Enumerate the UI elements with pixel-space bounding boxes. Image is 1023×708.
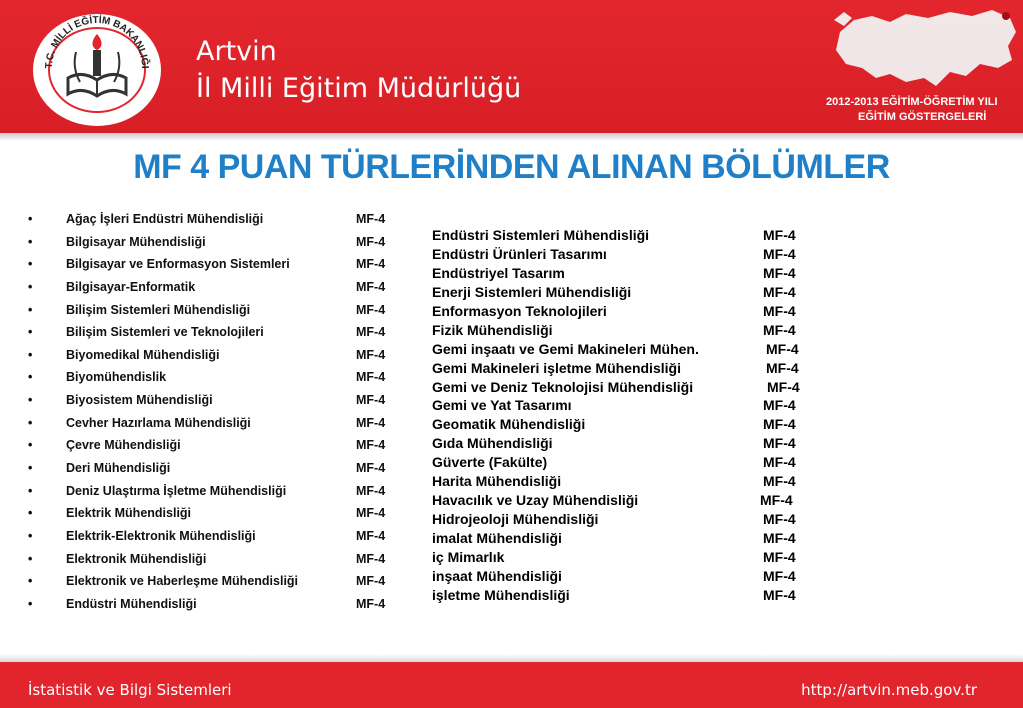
score-type: MF-4 bbox=[763, 302, 796, 319]
score-type: MF-4 bbox=[766, 340, 799, 357]
score-type: MF-4 bbox=[763, 473, 796, 490]
page-title: MF 4 PUAN TÜRLERİNDEN ALINAN BÖLÜMLER bbox=[133, 148, 890, 186]
department-name: Harita Mühendisliği bbox=[432, 473, 562, 490]
score-type: MF-4 bbox=[763, 548, 796, 565]
bullet-point: • bbox=[28, 551, 33, 566]
department-name: Bilgisayar Mühendisliği bbox=[66, 234, 206, 249]
department-name: Endüstri Sistemleri Mühendisliği bbox=[432, 227, 650, 243]
department-name: işletme Mühendisliği bbox=[432, 586, 570, 603]
bullet-point: • bbox=[28, 279, 33, 294]
ministry-logo bbox=[30, 8, 164, 128]
department-name: Biyomedikal Mühendisliği bbox=[66, 347, 220, 362]
score-type: MF-4 bbox=[763, 227, 796, 243]
bullet-point: • bbox=[28, 370, 33, 385]
department-name: Havacılık ve Uzay Mühendisliği bbox=[432, 492, 639, 509]
department-name: Elektronik Mühendisliği bbox=[66, 551, 207, 566]
bullet-point: • bbox=[28, 506, 33, 521]
department-name: Güverte (Fakülte) bbox=[432, 454, 548, 471]
header-title-city: Artvin bbox=[196, 36, 277, 67]
score-type: MF-4 bbox=[356, 415, 386, 430]
school-year-label: 2012-2013 EĞİTİM-ÖĞRETİM YILI bbox=[826, 96, 998, 108]
score-type: MF-4 bbox=[356, 483, 386, 498]
score-type: MF-4 bbox=[356, 257, 386, 272]
score-type: MF-4 bbox=[763, 586, 796, 603]
turkey-map-icon bbox=[832, 2, 1020, 92]
score-type: MF-4 bbox=[356, 574, 386, 589]
bullet-point: • bbox=[28, 415, 33, 430]
bullet-point: • bbox=[28, 234, 33, 249]
score-type: MF-4 bbox=[763, 321, 796, 338]
department-name: Elektrik Mühendisliği bbox=[66, 506, 192, 521]
score-type: MF-4 bbox=[356, 234, 386, 249]
footer-department-label: İstatistik ve Bilgi Sistemleri bbox=[28, 681, 232, 699]
bullet-point: • bbox=[28, 438, 33, 453]
bullet-point: • bbox=[28, 596, 33, 611]
score-type: MF-4 bbox=[763, 245, 796, 262]
bullet-point: • bbox=[28, 347, 33, 362]
department-name: Geomatik Mühendisliği bbox=[432, 416, 586, 433]
department-name: Bilişim Sistemleri ve Teknolojileri bbox=[66, 325, 264, 340]
department-name: Gemi ve Yat Tasarımı bbox=[432, 397, 572, 414]
department-name: Deniz Ulaştırma İşletme Mühendisliği bbox=[66, 483, 287, 498]
score-type: MF-4 bbox=[356, 212, 386, 226]
bullet-point: • bbox=[28, 483, 33, 498]
bullet-point: • bbox=[28, 461, 33, 476]
department-name: Endüstri Mühendisliği bbox=[66, 596, 197, 611]
score-type: MF-4 bbox=[763, 283, 796, 300]
department-name: Gıda Mühendisliği bbox=[432, 435, 553, 452]
bullet-point: • bbox=[28, 212, 33, 226]
department-name: Bilişim Sistemleri Mühendisliği bbox=[66, 302, 251, 317]
department-name: Fizik Mühendisliği bbox=[432, 321, 553, 338]
bullet-point: • bbox=[28, 257, 33, 272]
score-type: MF-4 bbox=[356, 370, 386, 385]
department-name: Cevher Hazırlama Mühendisliği bbox=[66, 415, 251, 430]
department-name: Gemi inşaatı ve Gemi Makineleri Mühen. bbox=[432, 340, 699, 357]
footer-shadow bbox=[0, 654, 1023, 662]
department-name: Bilgisayar ve Enformasyon Sistemleri bbox=[66, 257, 290, 272]
score-type: MF-4 bbox=[763, 397, 796, 414]
score-type: MF-4 bbox=[763, 264, 796, 281]
score-type: MF-4 bbox=[763, 435, 796, 452]
department-name: Deri Mühendisliği bbox=[66, 461, 171, 476]
department-name: Çevre Mühendisliği bbox=[66, 438, 181, 453]
header-shadow bbox=[0, 133, 1023, 141]
score-type: MF-4 bbox=[356, 325, 386, 340]
score-type: MF-4 bbox=[356, 528, 386, 543]
department-name: Gemi Makineleri işletme Mühendisliği bbox=[432, 359, 681, 376]
department-name: imalat Mühendisliği bbox=[432, 530, 562, 546]
score-type: MF-4 bbox=[356, 393, 386, 408]
score-type: MF-4 bbox=[356, 596, 386, 611]
bullet-point: • bbox=[28, 393, 33, 408]
score-type: MF-4 bbox=[766, 359, 799, 376]
bullet-point: • bbox=[28, 325, 33, 340]
department-name: Endüstriyel Tasarım bbox=[432, 264, 565, 281]
department-name: Ağaç İşleri Endüstri Mühendisliği bbox=[66, 212, 264, 226]
header-title-directorate: İl Milli Eğitim Müdürlüğü bbox=[196, 73, 522, 104]
department-name: inşaat Mühendisliği bbox=[432, 567, 562, 584]
department-name: Enerji Sistemleri Mühendisliği bbox=[432, 283, 632, 300]
bullet-point: • bbox=[28, 302, 33, 317]
bullet-point: • bbox=[28, 574, 33, 589]
score-type: MF-4 bbox=[356, 347, 386, 362]
score-type: MF-4 bbox=[356, 506, 386, 521]
score-type: MF-4 bbox=[760, 492, 793, 509]
department-name: Gemi ve Deniz Teknolojisi Mühendisliği bbox=[432, 378, 694, 395]
score-type: MF-4 bbox=[763, 511, 796, 528]
department-name: Hidrojeoloji Mühendisliği bbox=[432, 511, 599, 528]
department-name: Bilgisayar-Enformatik bbox=[66, 279, 196, 294]
department-name: Endüstri Ürünleri Tasarımı bbox=[432, 245, 607, 262]
score-type: MF-4 bbox=[356, 438, 386, 453]
score-type: MF-4 bbox=[763, 567, 796, 584]
score-type: MF-4 bbox=[763, 454, 796, 471]
department-name: Biyosistem Mühendisliği bbox=[66, 393, 213, 408]
footer-website-link[interactable]: http://artvin.meb.gov.tr bbox=[801, 681, 977, 699]
department-name: iç Mimarlık bbox=[432, 548, 505, 565]
score-type: MF-4 bbox=[767, 378, 800, 395]
score-type: MF-4 bbox=[356, 551, 386, 566]
department-name: Enformasyon Teknolojileri bbox=[432, 302, 607, 319]
score-type: MF-4 bbox=[763, 416, 796, 433]
department-name: Elektrik-Elektronik Mühendisliği bbox=[66, 528, 256, 543]
score-type: MF-4 bbox=[356, 302, 386, 317]
score-type: MF-4 bbox=[763, 530, 796, 546]
score-type: MF-4 bbox=[356, 279, 386, 294]
logo-text: T.C. MİLLİ EĞİTİM BAKANLIĞI bbox=[43, 14, 151, 69]
score-type: MF-4 bbox=[356, 461, 386, 476]
bullet-point: • bbox=[28, 528, 33, 543]
indicators-label: EĞİTİM GÖSTERGELERİ bbox=[858, 111, 987, 123]
department-name: Elektronik ve Haberleşme Mühendisliği bbox=[66, 574, 299, 589]
department-name: Biyomühendislik bbox=[66, 370, 167, 385]
